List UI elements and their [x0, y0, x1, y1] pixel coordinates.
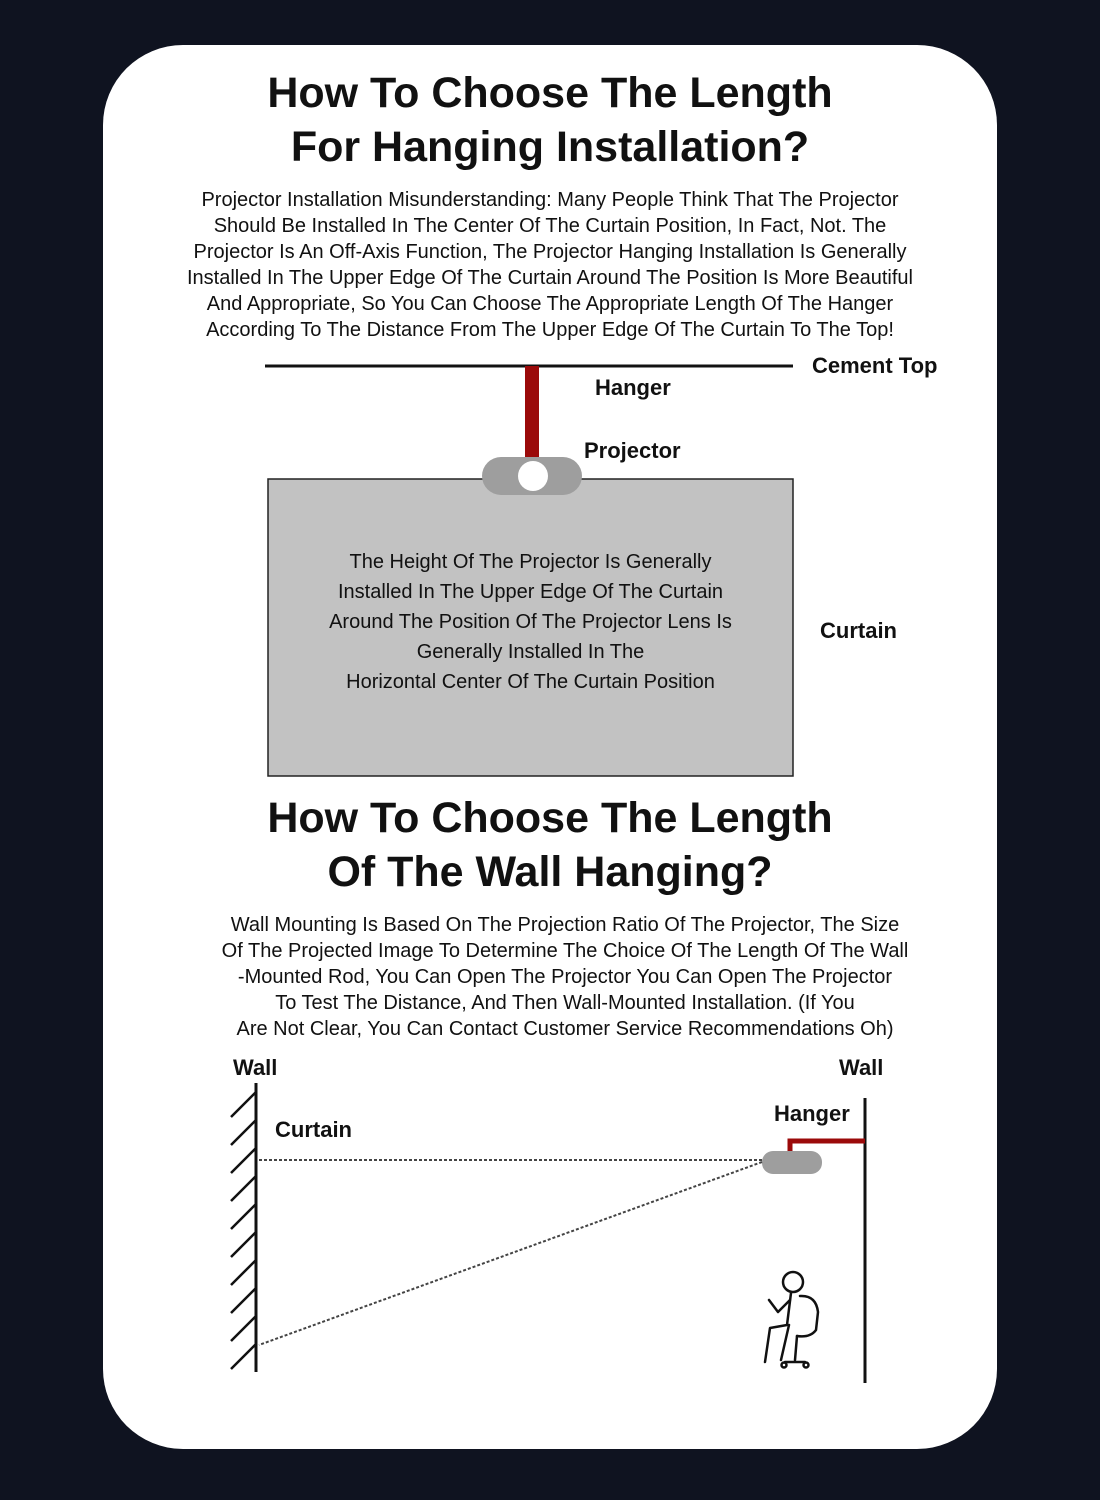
- projection-beam: [259, 1160, 762, 1345]
- section1-paragraph: Projector Installation Misunderstanding: Many People Think That The Projector Should Be Installed In The Center Of The Curtain Position, In Fact, Not. The Projector Is An Off-Axis Function, The Projector Hanging Installation Is Generally Installed In The Upper Edge Of The Curtain Around The Position Is More Beautiful And Appropriate, So You Can Choose The Appropriate Length Of The Hanger According To The Distance From The Upper Edge Of The Curtain To The Top!: [187, 189, 913, 341]
- right-wall-label: Wall: [839, 1055, 884, 1080]
- wall-curtain-label: Curtain: [275, 1117, 352, 1142]
- left-wall: [231, 1083, 256, 1372]
- section2-paragraph: Wall Mounting Is Based On The Projection Ratio Of The Projector, The Size Of The Projected Image To Determine The Choice Of The Length Of The Wall -Mounted Rod, You Can Open The Projector You Can Open The Projector To Test The Distance, And Then Wall-Mounted Installation. (If You Are Not Clear, You Can Contact Customer Service Recommendations Oh): [221, 914, 909, 1040]
- wall-projector-icon: [762, 1151, 822, 1174]
- projector-label: Projector: [584, 438, 681, 463]
- curtain-description: The Height Of The Projector Is Generally Installed In The Upper Edge Of The Curtain Around The Position Of The Projector Lens Is Generally Installed In The Horizontal Center Of The Curtain Position: [329, 551, 732, 693]
- seated-person-icon: [765, 1272, 818, 1368]
- ceiling-hanger-rod: [525, 366, 539, 462]
- curtain-label: Curtain: [820, 618, 897, 643]
- section2-title: How To Choose The Length Of The Wall Hanging?: [267, 794, 833, 896]
- left-wall-label: Wall: [233, 1055, 278, 1080]
- cement-top-label: Cement Top: [812, 353, 938, 378]
- wall-hanger-label: Hanger: [774, 1101, 850, 1126]
- section1-title: How To Choose The Length For Hanging Installation?: [267, 69, 833, 171]
- projector-icon: [482, 457, 582, 495]
- hanger-label: Hanger: [595, 375, 671, 400]
